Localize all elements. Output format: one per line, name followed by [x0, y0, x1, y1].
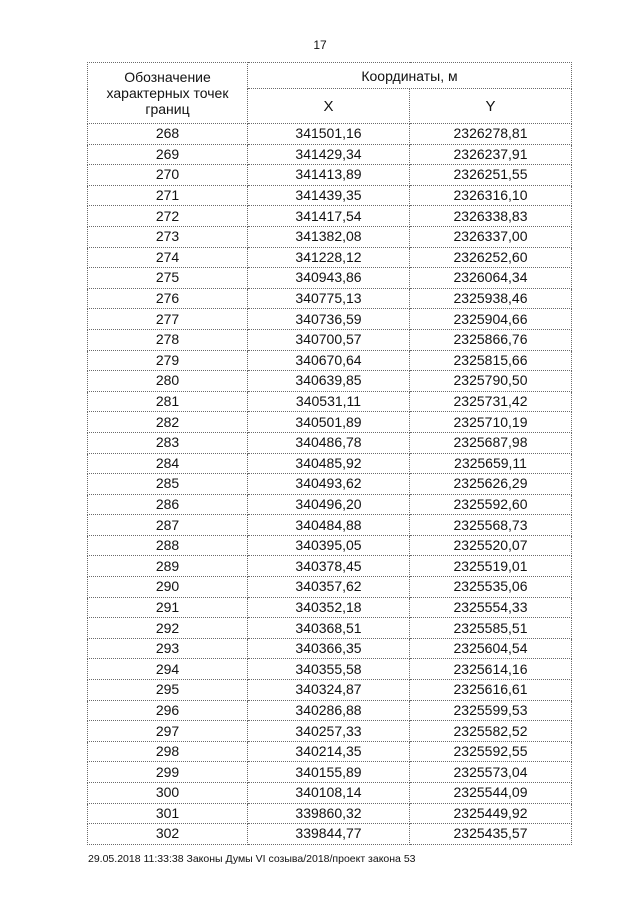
x-coordinate-cell: 341382,08 [248, 226, 410, 247]
y-coordinate-cell: 2325790,50 [410, 371, 572, 392]
x-coordinate-cell: 340286,88 [248, 700, 410, 721]
document-footer: 29.05.2018 11:33:38 Законы Думы VI созыва/2018/проект закона 53 [88, 853, 416, 865]
x-coordinate-cell: 340368,51 [248, 618, 410, 639]
y-coordinate-cell: 2325435,57 [410, 824, 572, 845]
table-row [88, 309, 572, 330]
x-column-header: X [248, 89, 410, 124]
point-number-cell: 273 [88, 226, 248, 247]
x-coordinate-cell: 340670,64 [248, 350, 410, 371]
y-coordinate-cell: 2325626,29 [410, 474, 572, 495]
point-number-cell: 271 [88, 185, 248, 206]
point-number-cell: 272 [88, 206, 248, 227]
table-body [88, 124, 572, 845]
x-coordinate-cell: 341228,12 [248, 247, 410, 268]
y-coordinate-cell: 2326064,34 [410, 268, 572, 289]
x-coordinate-cell: 340108,14 [248, 783, 410, 804]
x-coordinate-cell: 340501,89 [248, 412, 410, 433]
y-coordinate-cell: 2325659,11 [410, 453, 572, 474]
y-coordinate-cell: 2326278,81 [410, 124, 572, 145]
y-coordinate-cell: 2325938,46 [410, 288, 572, 309]
y-coordinate-cell: 2325866,76 [410, 329, 572, 350]
point-number-cell: 281 [88, 391, 248, 412]
x-coordinate-cell: 339844,77 [248, 824, 410, 845]
table-row [88, 268, 572, 289]
x-coordinate-cell: 340484,88 [248, 515, 410, 536]
point-number-cell: 297 [88, 721, 248, 742]
x-coordinate-cell: 340639,85 [248, 371, 410, 392]
x-coordinate-cell: 340378,45 [248, 556, 410, 577]
point-number-cell: 278 [88, 329, 248, 350]
table-row [88, 247, 572, 268]
y-coordinate-cell: 2326338,83 [410, 206, 572, 227]
point-number-cell: 292 [88, 618, 248, 639]
table-row [88, 680, 572, 701]
point-number-cell: 280 [88, 371, 248, 392]
point-number-cell: 279 [88, 350, 248, 371]
table-row [88, 453, 572, 474]
table-row [88, 124, 572, 145]
coordinates-header: Координаты, м [248, 63, 572, 89]
y-coordinate-cell: 2325544,09 [410, 783, 572, 804]
x-coordinate-cell: 340357,62 [248, 577, 410, 598]
x-coordinate-cell: 340395,05 [248, 535, 410, 556]
point-number-cell: 285 [88, 474, 248, 495]
x-coordinate-cell: 341439,35 [248, 185, 410, 206]
table-row [88, 700, 572, 721]
y-coordinate-cell: 2325616,61 [410, 680, 572, 701]
point-number-cell: 283 [88, 432, 248, 453]
table-row [88, 515, 572, 536]
point-number-cell: 289 [88, 556, 248, 577]
table-row [88, 638, 572, 659]
table-row [88, 556, 572, 577]
table-row [88, 741, 572, 762]
table-row [88, 577, 572, 598]
y-coordinate-cell: 2325573,04 [410, 762, 572, 783]
y-coordinate-cell: 2326337,00 [410, 226, 572, 247]
x-coordinate-cell: 340352,18 [248, 597, 410, 618]
y-coordinate-cell: 2325519,01 [410, 556, 572, 577]
point-number-cell: 302 [88, 824, 248, 845]
table-row [88, 288, 572, 309]
table-row [88, 329, 572, 350]
point-number-cell: 276 [88, 288, 248, 309]
y-coordinate-cell: 2325599,53 [410, 700, 572, 721]
table-row [88, 474, 572, 495]
table-row [88, 206, 572, 227]
y-column-header: Y [410, 89, 572, 124]
y-coordinate-cell: 2325520,07 [410, 535, 572, 556]
y-coordinate-cell: 2325904,66 [410, 309, 572, 330]
y-coordinate-cell: 2326237,91 [410, 144, 572, 165]
point-number-cell: 296 [88, 700, 248, 721]
x-coordinate-cell: 340486,78 [248, 432, 410, 453]
point-number-cell: 275 [88, 268, 248, 289]
table-row [88, 597, 572, 618]
page-number: 17 [313, 38, 327, 52]
y-coordinate-cell: 2325554,33 [410, 597, 572, 618]
point-number-cell: 295 [88, 680, 248, 701]
table-row [88, 350, 572, 371]
point-number-cell: 299 [88, 762, 248, 783]
y-coordinate-cell: 2325585,51 [410, 618, 572, 639]
y-coordinate-cell: 2325710,19 [410, 412, 572, 433]
y-coordinate-cell: 2325815,66 [410, 350, 572, 371]
x-coordinate-cell: 339860,32 [248, 803, 410, 824]
table-row [88, 412, 572, 433]
y-coordinate-cell: 2325535,06 [410, 577, 572, 598]
point-number-cell: 284 [88, 453, 248, 474]
y-coordinate-cell: 2326251,55 [410, 165, 572, 186]
x-coordinate-cell: 340943,86 [248, 268, 410, 289]
y-coordinate-cell: 2326316,10 [410, 185, 572, 206]
point-number-cell: 294 [88, 659, 248, 680]
point-number-cell: 300 [88, 783, 248, 804]
x-coordinate-cell: 340700,57 [248, 329, 410, 350]
table-row [88, 618, 572, 639]
x-coordinate-cell: 341501,16 [248, 124, 410, 145]
point-number-cell: 270 [88, 165, 248, 186]
point-number-cell: 274 [88, 247, 248, 268]
point-number-cell: 287 [88, 515, 248, 536]
table-row [88, 185, 572, 206]
y-coordinate-cell: 2325614,16 [410, 659, 572, 680]
table-row [88, 803, 572, 824]
x-coordinate-cell: 340355,58 [248, 659, 410, 680]
x-coordinate-cell: 340493,62 [248, 474, 410, 495]
table-row [88, 824, 572, 845]
y-coordinate-cell: 2325687,98 [410, 432, 572, 453]
point-number-cell: 290 [88, 577, 248, 598]
x-coordinate-cell: 340366,35 [248, 638, 410, 659]
x-coordinate-cell: 340155,89 [248, 762, 410, 783]
x-coordinate-cell: 341417,54 [248, 206, 410, 227]
y-coordinate-cell: 2325568,73 [410, 515, 572, 536]
table-row [88, 226, 572, 247]
table-row [88, 659, 572, 680]
table-row [88, 535, 572, 556]
y-coordinate-cell: 2325592,60 [410, 494, 572, 515]
point-number-cell: 268 [88, 124, 248, 145]
point-number-cell: 288 [88, 535, 248, 556]
table-row [88, 144, 572, 165]
point-number-cell: 301 [88, 803, 248, 824]
table-row [88, 432, 572, 453]
y-coordinate-cell: 2325449,92 [410, 803, 572, 824]
point-number-cell: 269 [88, 144, 248, 165]
point-number-cell: 277 [88, 309, 248, 330]
point-number-cell: 298 [88, 741, 248, 762]
x-coordinate-cell: 340496,20 [248, 494, 410, 515]
y-coordinate-cell: 2325604,54 [410, 638, 572, 659]
point-number-cell: 282 [88, 412, 248, 433]
x-coordinate-cell: 340531,11 [248, 391, 410, 412]
x-coordinate-cell: 340736,59 [248, 309, 410, 330]
point-number-cell: 293 [88, 638, 248, 659]
table-row [88, 762, 572, 783]
y-coordinate-cell: 2325731,42 [410, 391, 572, 412]
x-coordinate-cell: 341413,89 [248, 165, 410, 186]
coordinates-table [87, 62, 572, 845]
table-row [88, 165, 572, 186]
x-coordinate-cell: 340214,35 [248, 741, 410, 762]
point-designation-header: Обозначение характерных точек границ [88, 63, 248, 124]
x-coordinate-cell: 340257,33 [248, 721, 410, 742]
y-coordinate-cell: 2325592,55 [410, 741, 572, 762]
y-coordinate-cell: 2326252,60 [410, 247, 572, 268]
x-coordinate-cell: 340485,92 [248, 453, 410, 474]
table-header-row [88, 63, 572, 89]
table-row [88, 721, 572, 742]
table-row [88, 783, 572, 804]
table-row [88, 371, 572, 392]
x-coordinate-cell: 340775,13 [248, 288, 410, 309]
x-coordinate-cell: 341429,34 [248, 144, 410, 165]
table-row [88, 494, 572, 515]
table-row [88, 391, 572, 412]
point-number-cell: 291 [88, 597, 248, 618]
y-coordinate-cell: 2325582,52 [410, 721, 572, 742]
point-number-cell: 286 [88, 494, 248, 515]
x-coordinate-cell: 340324,87 [248, 680, 410, 701]
